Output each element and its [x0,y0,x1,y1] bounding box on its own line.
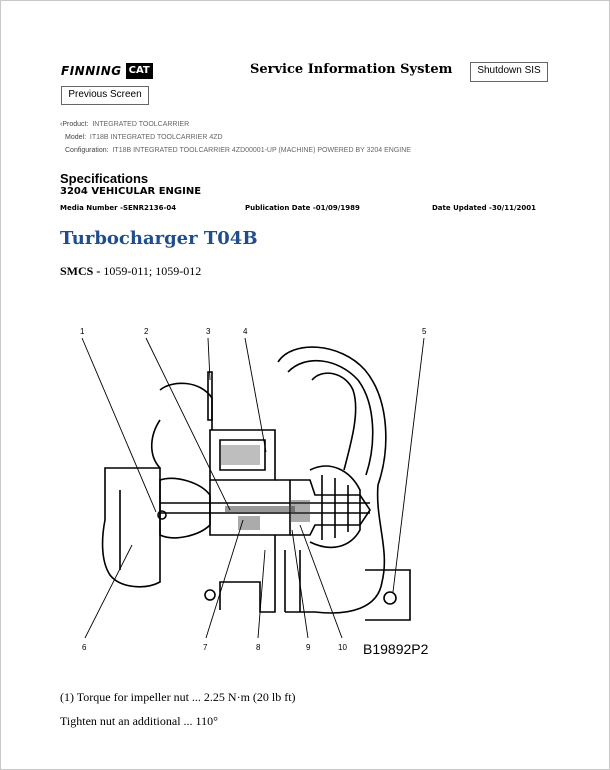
smcs-line [60,264,201,279]
torque-line: (1) Torque for impeller nut ... 2.25 N·m (20 lb ft) [60,690,296,704]
system-title: Service Information System [250,62,453,77]
previous-screen-button[interactable]: Previous Screen [61,86,149,105]
product-line [60,121,189,128]
configuration-line [65,147,411,154]
date-updated: Date Updated -30/11/2001 [432,204,537,212]
callout-6: 6 [82,643,87,652]
back-arrow-icon[interactable]: ‹ [60,121,63,128]
model-value: IT18B INTEGRATED TOOLCARRIER 4ZD [89,134,223,141]
tighten-line: Tighten nut an additional ... 110° [60,714,218,728]
model-label: Model: [65,134,87,141]
cat-badge: CAT [126,63,153,79]
specifications-heading: Specifications [60,171,149,186]
figure-id: B19892P2 [363,641,429,657]
callout-5: 5 [422,327,427,336]
turbocharger-diagram [60,320,440,665]
product-label: Product: [62,121,89,128]
smcs-label: SMCS - [60,264,101,278]
callout-2: 2 [144,327,149,336]
engine-subheading: 3204 VEHICULAR ENGINE [60,186,202,197]
callout-8: 8 [256,643,261,652]
callout-7: 7 [203,643,208,652]
page-title: Turbocharger T04B [60,228,258,249]
publication-date: Publication Date -01/09/1989 [245,204,360,212]
finning-cat-logo [61,59,155,83]
logo-text: FINNING [61,64,122,78]
callout-1: 1 [80,327,85,336]
model-line [65,134,223,141]
callout-4: 4 [243,327,248,336]
product-value: INTEGRATED TOOLCARRIER [92,121,190,128]
media-number: Media Number -SENR2136-04 [60,204,177,212]
config-value: IT18B INTEGRATED TOOLCARRIER 4ZD00001-UP (MACHINE) POWERED BY 3204 ENGINE [112,147,411,154]
smcs-value: 1059-011; 1059-012 [103,264,202,278]
callout-9: 9 [306,643,311,652]
shutdown-button[interactable]: Shutdown SIS [470,62,548,82]
callout-3: 3 [206,327,211,336]
callout-10: 10 [338,643,347,652]
config-label: Configuration: [65,147,109,154]
